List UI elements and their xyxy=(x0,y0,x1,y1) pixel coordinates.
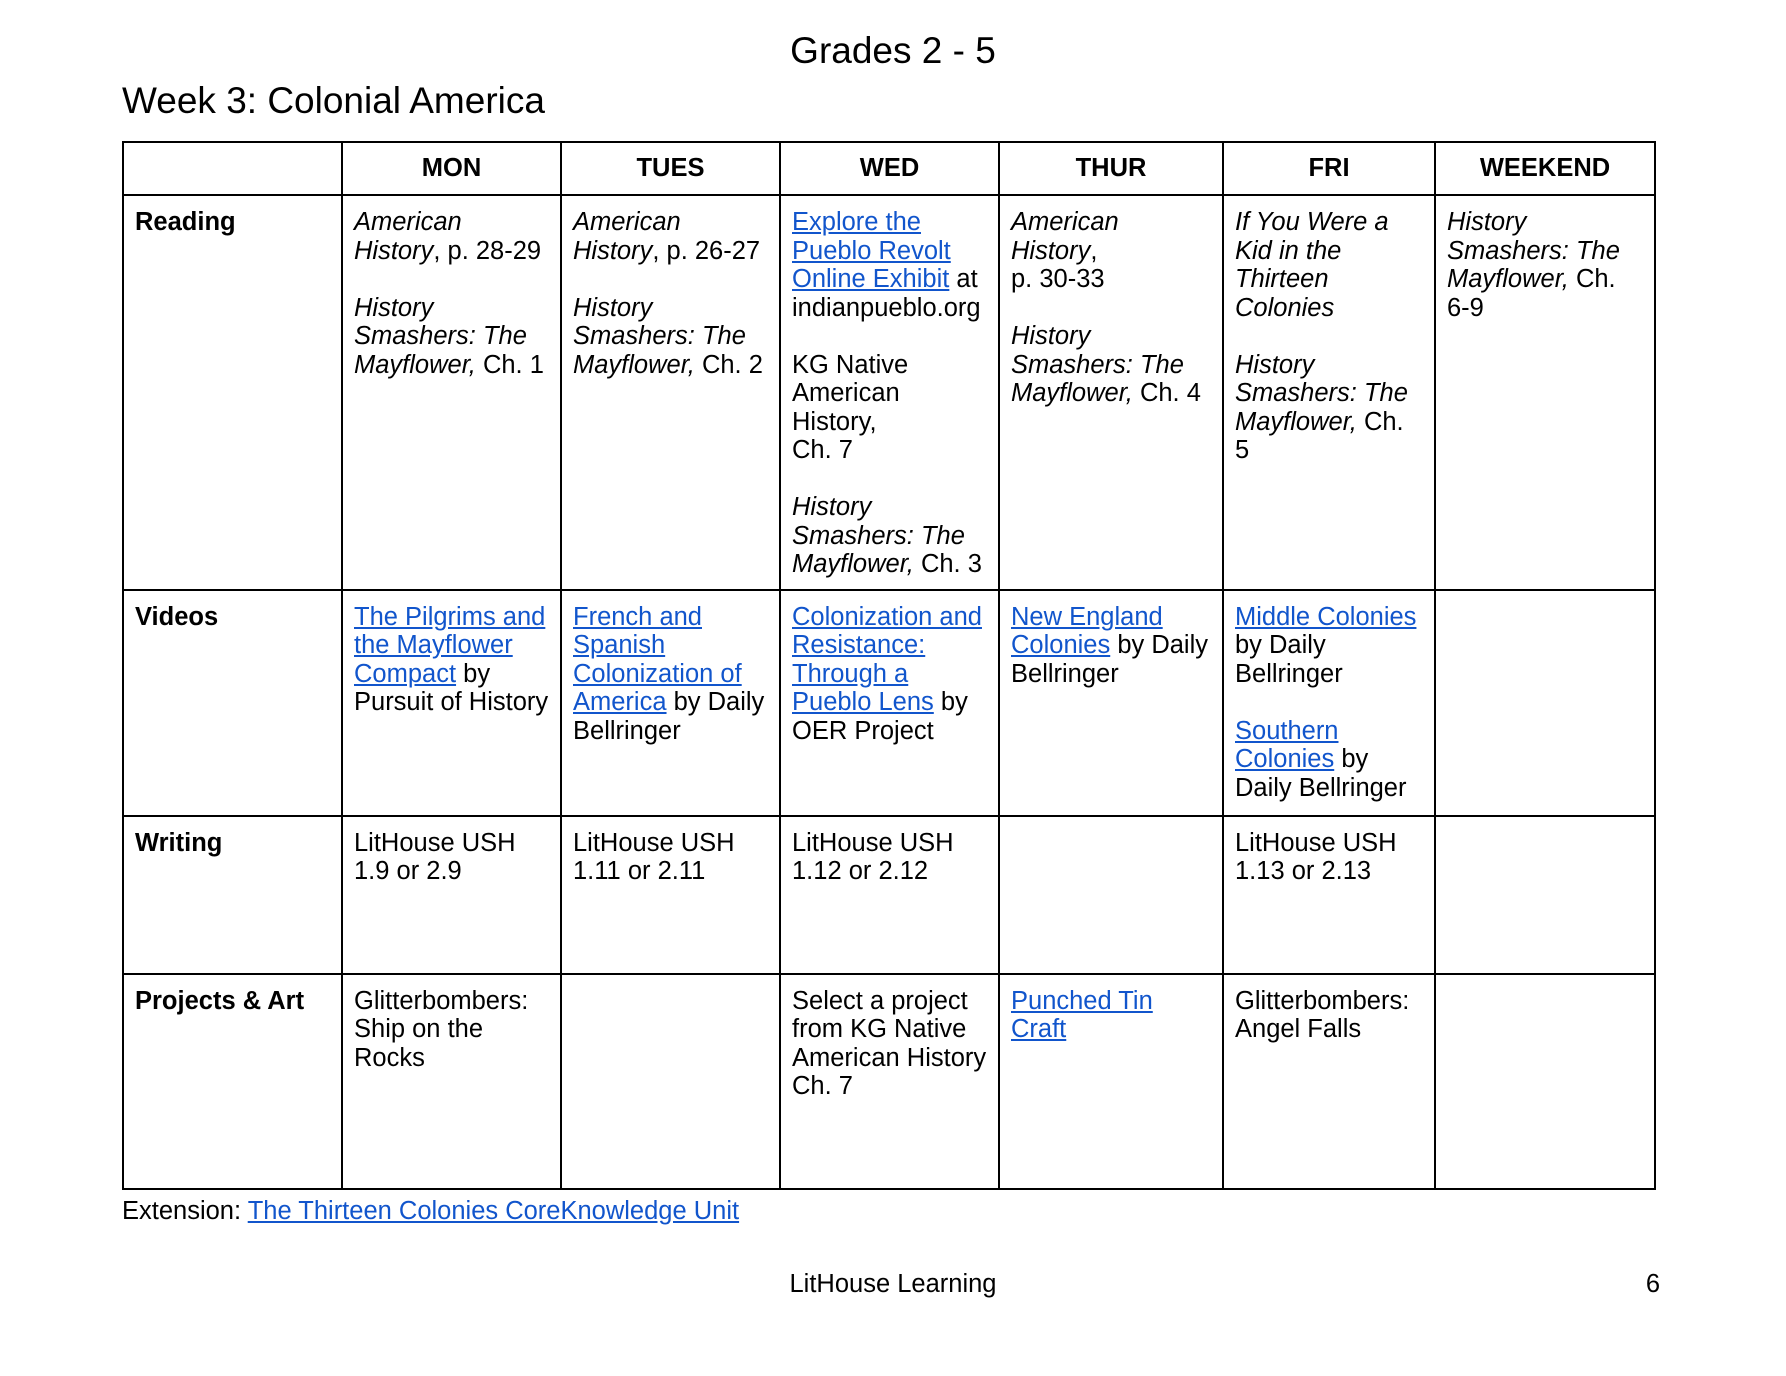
resource-link[interactable]: the Mayflower xyxy=(354,631,513,659)
title-text: History xyxy=(354,293,434,322)
cell-line xyxy=(792,294,988,323)
cell-reading-thur xyxy=(999,195,1223,590)
cell-writing-tues xyxy=(561,816,780,974)
cell-reading-wed xyxy=(780,195,999,590)
header-row xyxy=(123,142,1655,195)
extension-label: Extension: xyxy=(122,1197,248,1225)
cell-line xyxy=(354,603,550,632)
title-text: Mayflower, xyxy=(792,550,914,578)
cell-line xyxy=(792,237,988,266)
cell-text: by Daily xyxy=(1235,631,1326,659)
cell-line xyxy=(354,857,550,886)
cell-text: by Daily xyxy=(1110,631,1209,659)
row-label-videos: Videos xyxy=(123,590,342,816)
cell-text: , p. 28-29 xyxy=(433,236,542,265)
cell-line xyxy=(573,829,769,858)
table-body xyxy=(123,195,1655,1189)
resource-link[interactable]: New England xyxy=(1011,602,1163,631)
cell-projects-fri xyxy=(1223,974,1435,1189)
weekly-schedule-table xyxy=(122,141,1656,1190)
cell-line xyxy=(1235,351,1424,380)
resource-link[interactable]: French and xyxy=(573,602,702,631)
resource-link[interactable]: Colonies xyxy=(1235,745,1335,773)
cell-line xyxy=(1235,774,1424,803)
cell-line xyxy=(573,351,769,380)
footer-brand: LitHouse Learning xyxy=(789,1270,997,1298)
cell-line xyxy=(354,1044,550,1073)
cell-projects-wed xyxy=(780,974,999,1189)
header-weekend: WEEKEND xyxy=(1435,142,1655,195)
cell-line xyxy=(573,631,769,660)
cell-line xyxy=(792,660,988,689)
title-text: American xyxy=(573,208,681,236)
cell-line xyxy=(354,237,550,266)
title-text: History xyxy=(792,493,872,521)
cell-text: Bellringer xyxy=(573,716,681,745)
header-mon: MON xyxy=(342,142,561,195)
cell-text: p. 30-33 xyxy=(1011,265,1105,293)
cell-line-gap xyxy=(1235,322,1424,351)
cell-text: 1.12 or 2.12 xyxy=(792,857,929,885)
cell-text: Ch. 5 xyxy=(1235,407,1404,464)
cell-line xyxy=(1447,294,1644,323)
resource-link[interactable]: Compact xyxy=(354,659,457,688)
title-text: Smashers: The xyxy=(354,322,527,350)
resource-link[interactable]: Colonization and xyxy=(792,602,982,631)
title-text: Smashers: The xyxy=(1447,236,1620,265)
title-text: Mayflower, xyxy=(354,350,476,379)
cell-line xyxy=(573,294,769,323)
cell-text: Ch. 7 xyxy=(792,436,853,464)
cell-videos-wed xyxy=(780,590,999,816)
cell-reading-tues xyxy=(561,195,780,590)
cell-line xyxy=(1011,660,1212,689)
table-row-writing xyxy=(123,816,1655,974)
cell-text: Glitterbombers: xyxy=(1235,986,1410,1015)
cell-text: Ch. 3 xyxy=(913,550,982,578)
cell-text: 6-9 xyxy=(1447,293,1484,322)
cell-text: American History xyxy=(792,1043,987,1072)
cell-line xyxy=(354,208,550,237)
cell-line xyxy=(792,688,988,717)
cell-line xyxy=(1011,208,1212,265)
cell-text: Ch. 2 xyxy=(694,350,763,379)
cell-line xyxy=(1235,660,1424,689)
cell-text: Ch. xyxy=(1568,265,1616,293)
cell-line xyxy=(792,522,988,551)
cell-line xyxy=(1235,265,1424,294)
cell-line xyxy=(1235,603,1424,632)
cell-line xyxy=(573,603,769,632)
row-label-writing: Writing xyxy=(123,816,342,974)
title-text: Mayflower, xyxy=(1447,265,1569,293)
title-text: Smashers: The xyxy=(1235,379,1408,407)
title-text: History xyxy=(354,236,434,265)
resource-link[interactable]: Punched Tin Craft xyxy=(1011,986,1153,1043)
cell-text: , xyxy=(1090,236,1098,265)
header-wed: WED xyxy=(780,142,999,195)
title-text: Smashers: The xyxy=(573,322,746,350)
title-text: History xyxy=(1447,208,1527,236)
cell-text: Select a project xyxy=(792,986,968,1015)
cell-text: Ship on the xyxy=(354,1015,484,1043)
cell-videos-weekend xyxy=(1435,590,1655,816)
title-text: American xyxy=(354,208,462,236)
resource-link[interactable]: America xyxy=(573,688,667,716)
row-label-projects-art: Projects & Art xyxy=(123,974,342,1189)
cell-projects-thur xyxy=(999,974,1223,1189)
cell-line xyxy=(1011,351,1212,380)
resource-link[interactable]: Colonization of xyxy=(573,659,742,688)
cell-line xyxy=(792,717,988,746)
title-text: If You Were a xyxy=(1235,208,1389,236)
title-text: Mayflower, xyxy=(1235,407,1357,436)
cell-line xyxy=(354,294,550,323)
cell-text: , p. 26-27 xyxy=(652,236,761,265)
cell-line xyxy=(1235,745,1424,774)
cell-text: Ch. 1 xyxy=(475,350,544,379)
cell-text: by xyxy=(933,688,968,716)
cell-line xyxy=(573,237,769,266)
cell-line xyxy=(354,987,550,1016)
cell-videos-fri xyxy=(1223,590,1435,816)
cell-text: OER Project xyxy=(792,716,934,745)
cell-line xyxy=(354,660,550,689)
title-text: Mayflower, xyxy=(1011,379,1133,407)
cell-line xyxy=(354,1015,550,1044)
cell-videos-tues xyxy=(561,590,780,816)
cell-line xyxy=(792,1044,988,1073)
cell-projects-tues xyxy=(561,974,780,1189)
cell-line xyxy=(1235,1015,1424,1044)
cell-line xyxy=(792,550,988,579)
table-row-projects-art xyxy=(123,974,1655,1189)
cell-text: Ch. 7 xyxy=(792,1072,853,1100)
title-text: Colonies xyxy=(1235,293,1335,322)
cell-line-gap xyxy=(1235,688,1424,717)
cell-line xyxy=(573,857,769,886)
cell-writing-weekend xyxy=(1435,816,1655,974)
resource-link[interactable]: Through a xyxy=(792,659,909,688)
cell-text: LitHouse USH xyxy=(354,828,516,857)
cell-line xyxy=(792,987,988,1016)
cell-line xyxy=(1235,857,1424,886)
cell-line xyxy=(573,660,769,689)
cell-line xyxy=(792,265,988,294)
title-text: Smashers: The xyxy=(1011,350,1184,379)
cell-projects-mon xyxy=(342,974,561,1189)
cell-line xyxy=(1235,631,1424,660)
cell-line xyxy=(1011,322,1212,351)
cell-line xyxy=(354,688,550,717)
cell-line-gap xyxy=(573,265,769,294)
resource-link[interactable]: Colonies xyxy=(1011,631,1111,659)
cell-text: Bellringer xyxy=(1235,659,1343,688)
cell-line xyxy=(1235,294,1424,323)
week-title: Week 3: Colonial America xyxy=(122,80,545,121)
resource-link[interactable]: Explore the xyxy=(792,208,921,236)
cell-reading-weekend xyxy=(1435,195,1655,590)
title-text: Mayflower, xyxy=(573,350,695,379)
cell-line xyxy=(1235,237,1424,266)
resource-link[interactable]: Pueblo Revolt xyxy=(792,236,951,265)
cell-line xyxy=(573,717,769,746)
cell-line-gap xyxy=(792,322,988,351)
cell-writing-fri xyxy=(1223,816,1435,974)
cell-text: LitHouse USH xyxy=(792,828,954,857)
header-thur: THUR xyxy=(999,142,1223,195)
cell-text: by xyxy=(1334,745,1369,773)
cell-line xyxy=(1447,237,1644,266)
cell-videos-thur xyxy=(999,590,1223,816)
cell-line xyxy=(1447,265,1644,294)
cell-line xyxy=(1235,717,1424,746)
cell-line xyxy=(792,1072,988,1101)
resource-link[interactable]: Middle Colonies xyxy=(1235,602,1417,631)
cell-projects-weekend xyxy=(1435,974,1655,1189)
cell-text: Rocks xyxy=(354,1043,425,1072)
cell-text: by Daily xyxy=(666,688,765,716)
cell-line xyxy=(792,351,988,380)
cell-line xyxy=(1011,603,1212,632)
resource-link[interactable]: Pueblo Lens xyxy=(792,688,934,716)
cell-text: indianpueblo.org xyxy=(792,293,981,322)
page-number: 6 xyxy=(1645,1270,1660,1298)
cell-line xyxy=(792,631,988,660)
cell-text: 1.9 or 2.9 xyxy=(354,857,462,885)
cell-text: by xyxy=(456,659,491,688)
title-text: History xyxy=(573,236,653,265)
cell-line xyxy=(1011,987,1212,1044)
cell-videos-mon xyxy=(342,590,561,816)
cell-line xyxy=(1235,379,1424,408)
cell-writing-wed xyxy=(780,816,999,974)
cell-text: KG Native xyxy=(792,350,909,379)
cell-text: from KG Native xyxy=(792,1015,967,1043)
cell-line xyxy=(1011,379,1212,408)
title-text: Kid in the xyxy=(1235,236,1342,265)
cell-text: at xyxy=(949,265,978,293)
title-text: History xyxy=(573,293,653,322)
cell-line-gap xyxy=(792,465,988,494)
cell-line xyxy=(1235,987,1424,1016)
title-text: Smashers: The xyxy=(792,521,965,550)
cell-text: Glitterbombers: xyxy=(354,986,529,1015)
resource-link[interactable]: Resistance: xyxy=(792,631,926,659)
resource-link[interactable]: Online Exhibit xyxy=(792,265,950,293)
extension-link[interactable]: The Thirteen Colonies CoreKnowledge Unit xyxy=(247,1197,740,1225)
cell-line xyxy=(354,631,550,660)
cell-text: LitHouse USH xyxy=(573,828,735,857)
cell-reading-fri xyxy=(1223,195,1435,590)
cell-text: American History, xyxy=(792,379,900,436)
cell-line xyxy=(573,688,769,717)
cell-line xyxy=(792,1015,988,1044)
cell-text: Daily Bellringer xyxy=(1235,773,1407,802)
cell-line xyxy=(792,603,988,632)
cell-reading-mon xyxy=(342,195,561,590)
cell-line xyxy=(573,208,769,237)
cell-line xyxy=(573,322,769,351)
cell-line xyxy=(792,829,988,858)
cell-text: Bellringer xyxy=(1011,659,1119,688)
extension-note xyxy=(122,1196,739,1226)
row-label-reading: Reading xyxy=(123,195,342,590)
cell-line xyxy=(792,857,988,886)
header-corner-cell xyxy=(123,142,342,195)
cell-writing-thur xyxy=(999,816,1223,974)
cell-text: Angel Falls xyxy=(1235,1015,1362,1043)
title-text: Thirteen xyxy=(1235,265,1329,293)
cell-text: Ch. 4 xyxy=(1132,379,1201,407)
resource-link[interactable]: Southern xyxy=(1235,716,1339,745)
cell-writing-mon xyxy=(342,816,561,974)
cell-line xyxy=(792,379,988,436)
table-header xyxy=(123,142,1655,195)
header-fri: FRI xyxy=(1223,142,1435,195)
cell-line-gap xyxy=(354,265,550,294)
title-text: History xyxy=(1011,322,1091,350)
table-row-reading xyxy=(123,195,1655,590)
grades-heading: Grades 2 - 5 xyxy=(790,30,996,71)
resource-link[interactable]: The Pilgrims and xyxy=(354,602,546,631)
resource-link[interactable]: Spanish xyxy=(573,631,666,659)
header-tues: TUES xyxy=(561,142,780,195)
cell-line xyxy=(792,436,988,465)
cell-line xyxy=(354,322,550,351)
title-text: History xyxy=(1235,350,1315,379)
cell-line xyxy=(1011,631,1212,660)
cell-text: LitHouse USH xyxy=(1235,828,1397,857)
cell-line xyxy=(1011,265,1212,294)
title-text: American History xyxy=(1011,208,1119,265)
cell-line xyxy=(1447,208,1644,237)
cell-line-gap xyxy=(1011,294,1212,323)
cell-line xyxy=(792,208,988,237)
cell-line xyxy=(1235,408,1424,465)
cell-line xyxy=(354,829,550,858)
cell-line xyxy=(792,493,988,522)
cell-text: 1.13 or 2.13 xyxy=(1235,857,1372,885)
cell-line xyxy=(354,351,550,380)
cell-text: 1.11 or 2.11 xyxy=(573,857,706,885)
cell-text: Pursuit of History xyxy=(354,688,549,716)
cell-line xyxy=(1235,208,1424,237)
cell-line xyxy=(1235,829,1424,858)
table-row-videos xyxy=(123,590,1655,816)
